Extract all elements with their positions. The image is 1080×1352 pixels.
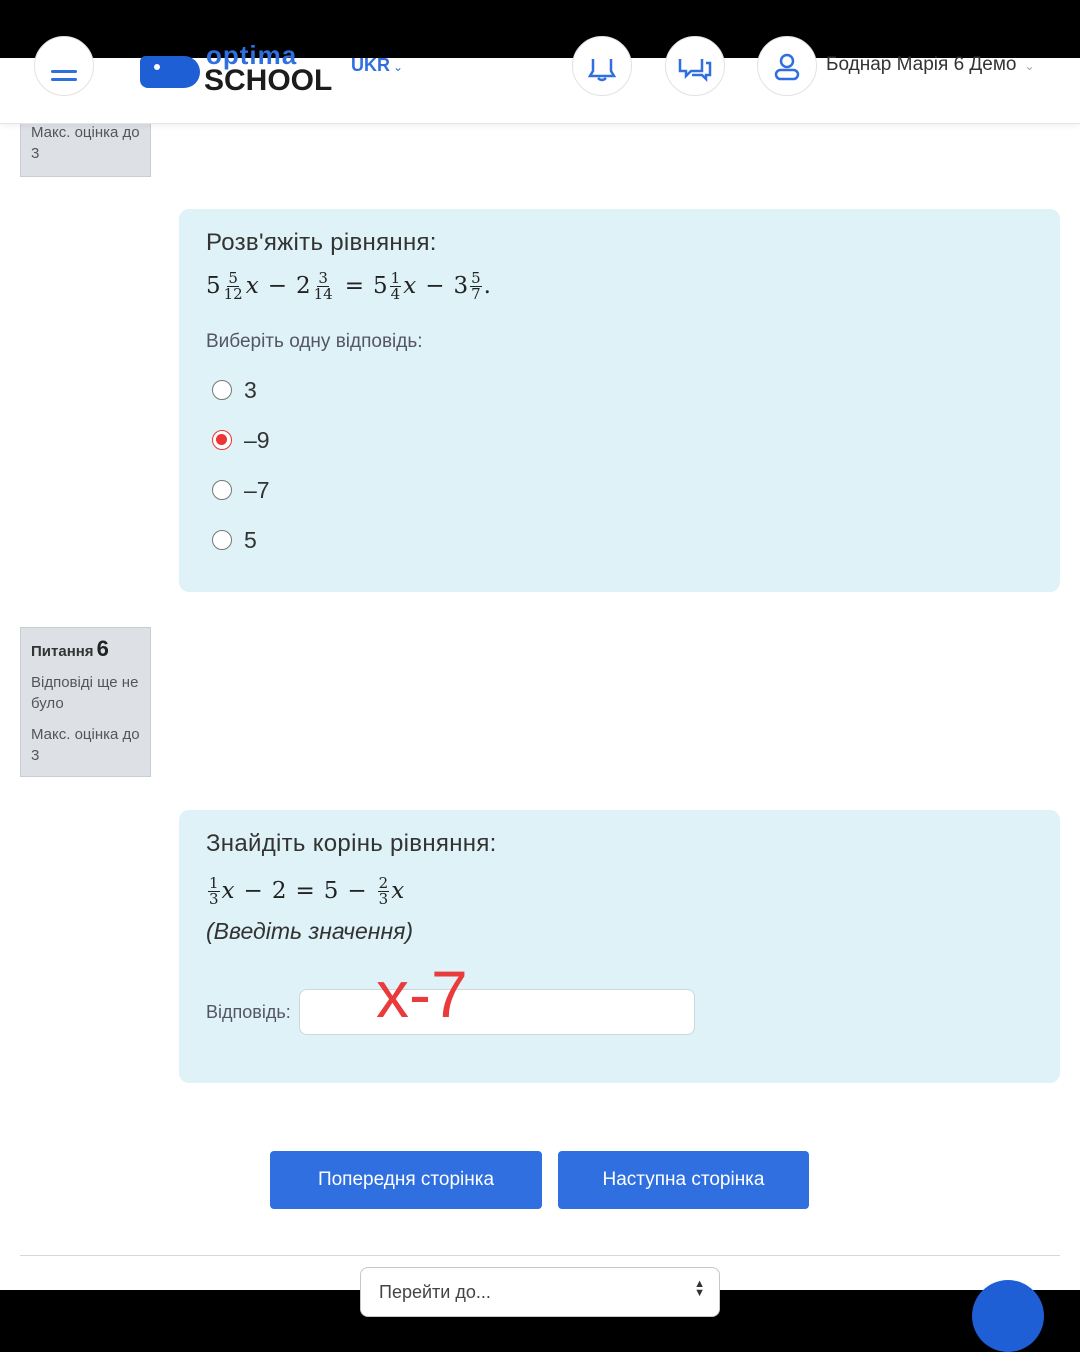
quiz-screen	[0, 40, 1080, 1302]
eq-number: 5	[373, 273, 388, 299]
option-label: 5	[244, 526, 257, 553]
eq-number: 5	[323, 878, 339, 904]
eq-operator: =	[344, 273, 365, 299]
max-grade-text: Макс. оцінка до 3	[31, 726, 140, 764]
eq-variable: x	[245, 273, 259, 299]
eq-numerator: 1	[209, 873, 219, 892]
eq-operator: =	[295, 878, 315, 904]
input-hint: (Введіть значення)	[206, 918, 414, 944]
previous-page-button[interactable]: Попередня сторінка	[270, 1151, 542, 1209]
select-arrows-icon: ▲ ▼	[694, 1278, 705, 1299]
question-text: Розв'яжіть рівняння:	[206, 229, 437, 256]
eq-numerator: 2	[378, 873, 389, 892]
radio-button-selected[interactable]	[212, 430, 232, 450]
max-grade-text: Макс. оцінка до 3	[31, 124, 140, 162]
messages-button[interactable]	[665, 36, 725, 96]
eq-numerator: 5	[471, 268, 481, 287]
chat-icon	[678, 59, 712, 81]
question-status: Відповіді ще не було	[31, 674, 139, 712]
eq-fraction	[223, 268, 244, 303]
floating-action-button[interactable]	[972, 1280, 1044, 1352]
menu-button[interactable]	[34, 36, 94, 96]
eq-fraction	[470, 268, 482, 303]
handwritten-overlay-text: х-7	[376, 957, 468, 1031]
chevron-down-icon: ⌄	[1024, 59, 1035, 73]
user-name-label: Боднар Марія 6 Демо	[826, 54, 1017, 75]
radio-button[interactable]	[212, 530, 232, 550]
answer-input[interactable]	[299, 989, 695, 1035]
equation	[206, 868, 1033, 914]
logo-school-text: SCHOOL	[204, 64, 333, 97]
logo-mark	[140, 56, 200, 88]
divider	[20, 1255, 1060, 1256]
bell-icon	[587, 59, 617, 81]
eq-number: 2	[296, 273, 311, 299]
options-list	[206, 365, 1033, 565]
question-card-6	[179, 810, 1060, 1083]
language-selector[interactable]	[351, 55, 403, 76]
eq-denominator: 4	[390, 284, 401, 303]
chevron-down-icon: ⌄	[393, 60, 404, 74]
user-icon	[773, 57, 801, 81]
eq-operator: −	[347, 878, 367, 904]
eq-variable: x	[221, 878, 235, 904]
eq-number: 3	[453, 273, 469, 299]
question-info-6	[20, 627, 151, 777]
eq-denominator: 3	[378, 889, 389, 908]
eq-denominator: 3	[209, 889, 219, 908]
eq-variable: x	[391, 878, 405, 904]
option-label: 3	[244, 376, 257, 403]
eq-operator: −	[243, 878, 263, 904]
eq-fraction	[378, 873, 390, 908]
question-card-5	[179, 209, 1060, 592]
answer-option[interactable]	[212, 415, 1033, 465]
question-number: 6	[96, 636, 109, 661]
eq-period: .	[483, 273, 491, 299]
eq-number: 5	[206, 273, 221, 299]
equation	[206, 263, 1033, 309]
eq-variable: x	[403, 273, 417, 299]
eq-fraction	[390, 268, 402, 303]
eq-operator: −	[267, 273, 287, 299]
eq-numerator: 3	[318, 268, 328, 287]
question-number-title	[31, 638, 140, 662]
eq-number: 2	[271, 878, 287, 904]
jump-to-label: Перейти до...	[379, 1282, 491, 1302]
answer-option[interactable]	[212, 465, 1033, 515]
eq-fraction	[313, 268, 334, 303]
radio-button[interactable]	[212, 380, 232, 400]
notifications-button[interactable]	[572, 36, 632, 96]
option-label: –7	[244, 476, 270, 503]
eq-denominator: 7	[471, 284, 481, 303]
language-label: UKR	[351, 55, 390, 75]
eq-numerator: 1	[390, 268, 401, 287]
logo-top-text: optima	[206, 40, 298, 70]
eq-denominator: 12	[223, 284, 243, 303]
eq-operator: −	[425, 273, 445, 299]
radio-button[interactable]	[212, 480, 232, 500]
answer-row	[206, 957, 1033, 1035]
user-name[interactable]	[826, 54, 1035, 76]
eq-fraction	[208, 873, 220, 908]
jump-to-select[interactable]	[360, 1267, 720, 1317]
eq-numerator: 5	[228, 268, 238, 287]
eq-denominator: 14	[313, 284, 333, 303]
answer-option[interactable]	[212, 515, 1033, 565]
hamburger-icon	[51, 65, 77, 81]
answer-label: Відповідь:	[206, 1001, 291, 1022]
question-label: Питання	[31, 643, 94, 660]
top-header	[0, 40, 1080, 124]
question-text: Знайдіть корінь рівняння:	[206, 830, 497, 857]
answer-option[interactable]	[212, 365, 1033, 415]
option-label: –9	[244, 426, 270, 453]
user-menu-button[interactable]	[757, 36, 817, 96]
next-page-button[interactable]: Наступна сторінка	[558, 1151, 809, 1209]
answer-prompt: Виберіть одну відповідь:	[206, 331, 423, 352]
